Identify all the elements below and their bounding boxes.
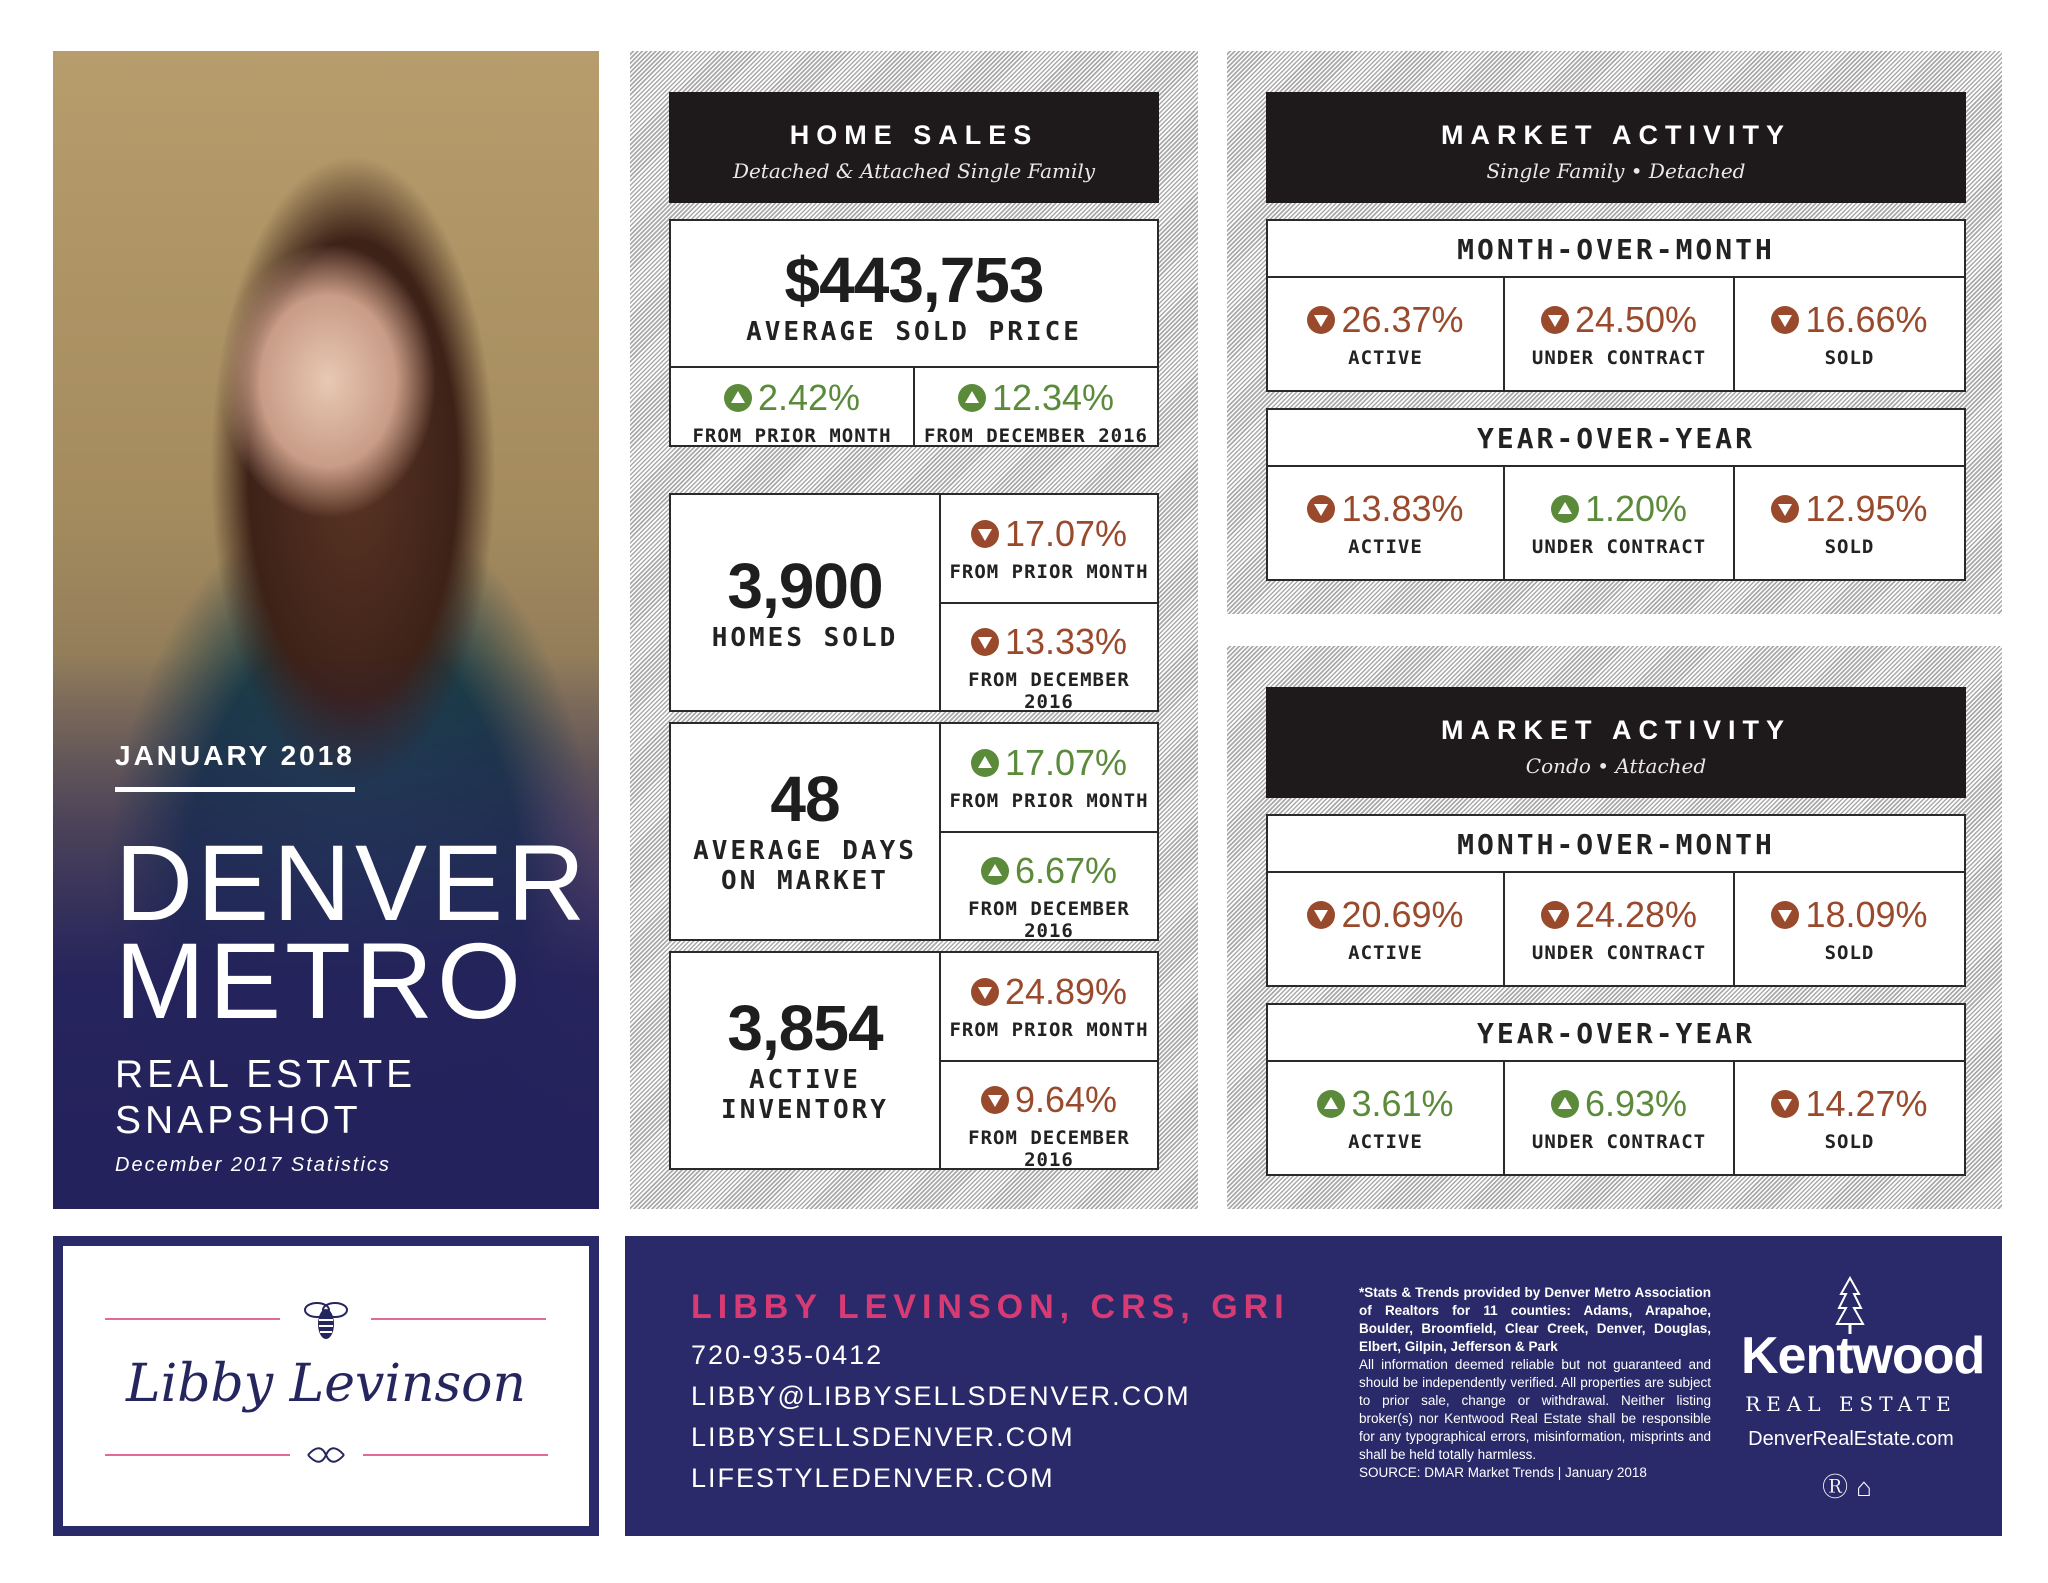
stat-under-contract bbox=[1505, 894, 1733, 964]
stat-sold bbox=[1735, 1083, 1964, 1153]
email-link[interactable]: LIBBY@LIBBYSELLSDENVER.COM bbox=[691, 1381, 1191, 1411]
market-condo-subtitle: Condo • Attached bbox=[1525, 754, 1707, 778]
divider bbox=[939, 831, 1157, 833]
arrow-up-icon bbox=[1551, 1090, 1579, 1118]
home-sales-title: HOME SALES bbox=[789, 120, 1039, 150]
stat-sold bbox=[1735, 488, 1964, 558]
divider bbox=[1268, 276, 1964, 278]
stat-label: SOLD bbox=[1824, 347, 1875, 369]
market-sf-title: MARKET ACTIVITY bbox=[1441, 120, 1791, 150]
stat-label: UNDER CONTRACT bbox=[1531, 536, 1707, 558]
stat-pct: 14.27% bbox=[1805, 1083, 1928, 1124]
days-on-market-label-line2: ON MARKET bbox=[721, 866, 889, 896]
brokerage-brand bbox=[1741, 1282, 1985, 1504]
stat-label: SOLD bbox=[1824, 536, 1875, 558]
arrow-down-icon bbox=[981, 1086, 1009, 1114]
avg-price-card bbox=[669, 219, 1159, 447]
stat-pct: 20.69% bbox=[1341, 894, 1464, 935]
inventory-card bbox=[669, 951, 1159, 1170]
stat-label: UNDER CONTRACT bbox=[1531, 347, 1707, 369]
divider bbox=[1268, 465, 1964, 467]
arrow-down-icon bbox=[1307, 901, 1335, 929]
arrow-up-icon bbox=[1317, 1090, 1345, 1118]
stat-pct: 24.50% bbox=[1574, 299, 1698, 340]
change-pct: 2.42% bbox=[757, 377, 861, 418]
market-sf-subtitle: Single Family • Detached bbox=[1486, 159, 1746, 183]
avg-price-value: $443,753 bbox=[784, 244, 1044, 316]
home-sales-panel bbox=[630, 51, 1198, 1209]
stat-pct: 3.61% bbox=[1351, 1083, 1454, 1124]
hero-subtitle-line1: REAL ESTATE bbox=[115, 1053, 417, 1096]
stat-pct: 24.28% bbox=[1574, 894, 1698, 935]
stat-label: SOLD bbox=[1824, 942, 1875, 964]
divider bbox=[1268, 1060, 1964, 1062]
change-label: FROM PRIOR MONTH bbox=[692, 425, 892, 447]
divider bbox=[939, 602, 1157, 604]
market-condo-mom-card bbox=[1266, 814, 1966, 987]
stat-pct: 16.66% bbox=[1805, 299, 1928, 340]
home-sales-subtitle: Detached & Attached Single Family bbox=[732, 159, 1096, 183]
inventory-change-year bbox=[941, 1079, 1157, 1171]
home-sales-banner bbox=[669, 92, 1159, 203]
arrow-down-icon bbox=[1307, 306, 1335, 334]
flourish-icon bbox=[304, 1444, 348, 1466]
stat-under-contract bbox=[1505, 299, 1733, 369]
stat-sold bbox=[1735, 299, 1964, 369]
arrow-down-icon bbox=[1771, 495, 1799, 523]
ornament-line bbox=[105, 1318, 280, 1320]
hero-city-line1: DENVER bbox=[115, 822, 590, 943]
disclaimer-source-note: *Stats & Trends provided by Denver Metro Association of Realtors for 11 counties: Adams, Arapahoe, Boulder, Broomfield, Clear Creek, Denver, Douglas, Elbert, Gilpin, Jefferson & Park bbox=[1359, 1285, 1711, 1354]
section-heading: MONTH-OVER-MONTH bbox=[1457, 233, 1775, 266]
equal-housing-icon: ⌂ bbox=[1856, 1472, 1880, 1502]
stat-label: ACTIVE bbox=[1348, 536, 1423, 558]
arrow-up-icon bbox=[1551, 495, 1579, 523]
stat-pct: 13.83% bbox=[1341, 488, 1464, 529]
stat-pct: 12.95% bbox=[1805, 488, 1928, 529]
market-activity-sf-panel bbox=[1227, 51, 2002, 614]
arrow-down-icon bbox=[1771, 901, 1799, 929]
website-link[interactable]: LIBBYSELLSDENVER.COM bbox=[691, 1422, 1075, 1452]
change-pct: 17.07% bbox=[1004, 742, 1128, 783]
stat-label: ACTIVE bbox=[1348, 942, 1423, 964]
hero-divider bbox=[115, 787, 355, 792]
divider bbox=[1268, 871, 1964, 873]
brokerage-subtitle: REAL ESTATE bbox=[1745, 1392, 1957, 1416]
brokerage-badges bbox=[1741, 1467, 1961, 1504]
stat-pct: 26.37% bbox=[1341, 299, 1464, 340]
market-activity-condo-panel bbox=[1227, 646, 2002, 1209]
inventory-change-month bbox=[941, 971, 1157, 1041]
hero-photo-panel bbox=[53, 51, 599, 1209]
stat-label: UNDER CONTRACT bbox=[1531, 942, 1707, 964]
arrow-down-icon bbox=[971, 978, 999, 1006]
change-label: FROM DECEMBER 2016 bbox=[968, 669, 1130, 713]
arrow-up-icon bbox=[981, 857, 1009, 885]
market-sf-mom-card bbox=[1266, 219, 1966, 392]
arrow-down-icon bbox=[971, 628, 999, 656]
change-label: FROM DECEMBER 2016 bbox=[924, 425, 1148, 447]
brokerage-url[interactable]: DenverRealEstate.com bbox=[1748, 1428, 1954, 1450]
stat-label: ACTIVE bbox=[1348, 347, 1423, 369]
change-pct: 24.89% bbox=[1004, 971, 1128, 1012]
stat-under-contract bbox=[1505, 1083, 1733, 1153]
hero-date: JANUARY 2018 bbox=[115, 740, 355, 771]
change-pct: 13.33% bbox=[1004, 621, 1128, 662]
market-sf-banner bbox=[1266, 92, 1966, 203]
change-label: FROM PRIOR MONTH bbox=[949, 790, 1149, 812]
website-link-2[interactable]: LIFESTYLEDENVER.COM bbox=[691, 1463, 1055, 1493]
hero-city-line2: METRO bbox=[115, 920, 525, 1041]
arrow-down-icon bbox=[1771, 1090, 1799, 1118]
arrow-down-icon bbox=[1541, 901, 1569, 929]
section-heading: MONTH-OVER-MONTH bbox=[1457, 828, 1775, 861]
days-on-market-label-line1: AVERAGE DAYS bbox=[693, 836, 917, 866]
hero-subtitle-line2: SNAPSHOT bbox=[115, 1099, 362, 1142]
change-pct: 9.64% bbox=[1014, 1079, 1118, 1120]
market-condo-title: MARKET ACTIVITY bbox=[1441, 715, 1791, 745]
logo-script-name: Libby Levinson bbox=[126, 1354, 526, 1414]
stat-label: ACTIVE bbox=[1348, 1131, 1423, 1153]
disclaimer-source: SOURCE: DMAR Market Trends | January 2018 bbox=[1359, 1465, 1647, 1480]
change-label: FROM DECEMBER 2016 bbox=[968, 898, 1130, 942]
homes-sold-value: 3,900 bbox=[727, 550, 883, 622]
logo-inner bbox=[63, 1246, 589, 1526]
change-pct: 6.67% bbox=[1014, 850, 1118, 891]
stat-label: SOLD bbox=[1824, 1131, 1875, 1153]
arrow-up-icon bbox=[724, 384, 752, 412]
stat-pct: 18.09% bbox=[1805, 894, 1928, 935]
homes-sold-label: HOMES SOLD bbox=[711, 623, 899, 653]
stat-pct: 1.20% bbox=[1584, 488, 1688, 529]
stat-active bbox=[1268, 488, 1503, 558]
divider bbox=[939, 1060, 1157, 1062]
market-condo-yoy-card bbox=[1266, 1003, 1966, 1176]
days-on-market-card bbox=[669, 722, 1159, 941]
days-change-month bbox=[941, 742, 1157, 812]
change-label: FROM DECEMBER 2016 bbox=[968, 1127, 1130, 1171]
logo-card bbox=[53, 1236, 599, 1536]
ornament-line bbox=[371, 1318, 546, 1320]
stat-sold bbox=[1735, 894, 1964, 964]
change-pct: 17.07% bbox=[1004, 513, 1128, 554]
arrow-down-icon bbox=[1541, 306, 1569, 334]
stat-active bbox=[1268, 1083, 1503, 1153]
days-change-year bbox=[941, 850, 1157, 942]
brokerage-name: Kentwood bbox=[1741, 1327, 1985, 1385]
arrow-down-icon bbox=[1771, 306, 1799, 334]
phone-link[interactable]: 720-935-0412 bbox=[691, 1340, 884, 1370]
realtor-icon: Ⓡ bbox=[1822, 1472, 1857, 1502]
change-label: FROM PRIOR MONTH bbox=[949, 561, 1149, 583]
ornament-line bbox=[105, 1454, 290, 1456]
arrow-down-icon bbox=[971, 520, 999, 548]
bee-icon bbox=[301, 1294, 351, 1344]
avg-price-change-month bbox=[671, 377, 913, 447]
arrow-down-icon bbox=[1307, 495, 1335, 523]
change-pct: 12.34% bbox=[991, 377, 1115, 418]
avg-price-label: AVERAGE SOLD PRICE bbox=[746, 317, 1082, 347]
inventory-label-line2: INVENTORY bbox=[721, 1095, 889, 1125]
change-label: FROM PRIOR MONTH bbox=[949, 1019, 1149, 1041]
tree-icon bbox=[1835, 1276, 1865, 1336]
ornament-line bbox=[363, 1454, 548, 1456]
stat-active bbox=[1268, 894, 1503, 964]
homes-sold-card bbox=[669, 493, 1159, 712]
days-on-market-value: 48 bbox=[770, 763, 840, 835]
market-sf-yoy-card bbox=[1266, 408, 1966, 581]
homes-sold-change-month bbox=[941, 513, 1157, 583]
market-condo-banner bbox=[1266, 687, 1966, 798]
hero-stats-note: December 2017 Statistics bbox=[115, 1154, 391, 1176]
stat-active bbox=[1268, 299, 1503, 369]
stat-pct: 6.93% bbox=[1584, 1083, 1688, 1124]
stat-under-contract bbox=[1505, 488, 1733, 558]
arrow-up-icon bbox=[958, 384, 986, 412]
section-heading: YEAR-OVER-YEAR bbox=[1476, 1017, 1755, 1050]
agent-name: LIBBY LEVINSON, CRS, GRI bbox=[691, 1288, 1290, 1326]
stat-label: UNDER CONTRACT bbox=[1531, 1131, 1707, 1153]
disclaimer bbox=[1359, 1284, 1711, 1482]
section-heading: YEAR-OVER-YEAR bbox=[1476, 422, 1755, 455]
inventory-value: 3,854 bbox=[727, 992, 883, 1064]
disclaimer-body: All information deemed reliable but not guaranteed and should be independently verified. All properties are subject to prior sale, change or withdrawal. Neither listing broker(s) nor Kentwood Real Estate shall be responsible for any typographical errors, misinformation, misprints and shall be held totally harmless. bbox=[1359, 1357, 1711, 1462]
homes-sold-change-year bbox=[941, 621, 1157, 713]
arrow-up-icon bbox=[971, 749, 999, 777]
inventory-label-line1: ACTIVE bbox=[749, 1065, 861, 1095]
avg-price-change-year bbox=[915, 377, 1157, 447]
contact-bar bbox=[625, 1236, 2002, 1536]
